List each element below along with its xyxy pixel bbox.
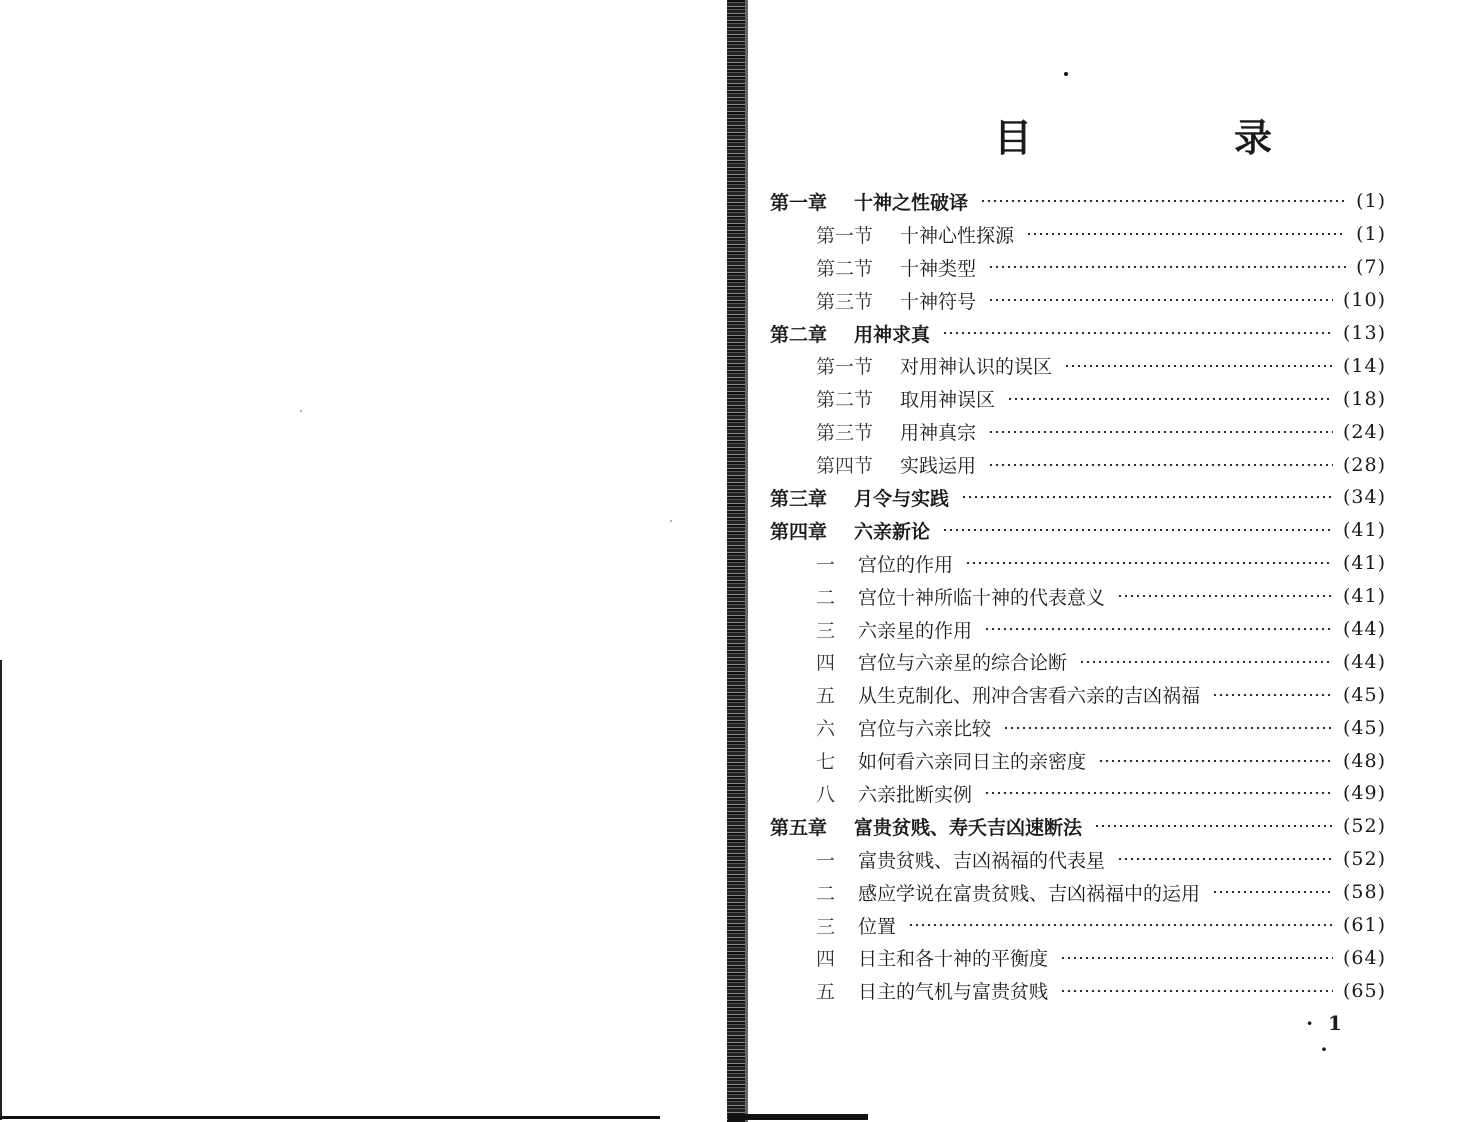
toc-entry-page: (64) — [1342, 946, 1386, 969]
toc-entry-title: 六亲星的作用 — [858, 619, 973, 642]
dot-leader — [942, 332, 1333, 334]
toc-entry-title: 日主的气机与富贵贫贱 — [858, 981, 1049, 1004]
toc-entry-label — [816, 352, 1052, 379]
toc-entry-chapter — [770, 185, 1386, 218]
toc-entry-chapter — [770, 514, 1386, 547]
toc-entry-item — [770, 876, 1386, 909]
page-number: · 1 · — [1306, 1011, 1346, 1061]
toc-entry-title: 取用神误区 — [900, 389, 996, 412]
toc-entry-number: 第三节 — [816, 290, 874, 313]
toc-entry-number: 五 — [816, 685, 836, 708]
toc-entry-number: 一 — [816, 849, 836, 872]
toc-entry-item — [770, 843, 1386, 876]
left-page-bottom-edge — [0, 1116, 660, 1119]
toc-entry-title: 用神求真 — [854, 323, 931, 346]
toc-entry-page: (18) — [1342, 387, 1386, 410]
toc-entry-number: 二 — [816, 586, 836, 609]
dot-leader — [942, 529, 1333, 531]
toc-entry-number: 四 — [816, 652, 836, 675]
toc-entry-label — [816, 254, 976, 281]
toc-entry-item — [770, 678, 1386, 711]
toc-entry-section — [770, 284, 1386, 317]
toc-entry-page: (7) — [1356, 256, 1386, 279]
dot-leader — [988, 431, 1333, 433]
toc-entry-title: 宫位与六亲星的综合论断 — [858, 652, 1068, 675]
toc-entry-title: 富贵贫贱、吉凶祸福的代表星 — [858, 849, 1106, 872]
left-page-edge — [0, 660, 2, 1120]
toc-entry-page: (48) — [1342, 749, 1386, 772]
toc-entry-item — [770, 909, 1386, 942]
toc-entry-title: 从生克制化、刑冲合害看六亲的吉凶祸福 — [858, 685, 1201, 708]
toc-entry-item — [770, 613, 1386, 646]
toc-entry-number: 三 — [816, 619, 836, 642]
toc-entry-page: (41) — [1342, 585, 1386, 608]
toc-entry-section — [770, 218, 1386, 251]
toc-entry-page: (24) — [1342, 420, 1386, 443]
dot-leader — [908, 924, 1333, 926]
book-spine — [727, 0, 745, 1122]
toc-entry-page: (52) — [1342, 815, 1386, 838]
toc-entry-page: (45) — [1342, 683, 1386, 706]
toc-entry-title: 月令与实践 — [854, 487, 950, 510]
toc-entry-number: 第三节 — [816, 422, 874, 445]
left-blank-page — [0, 0, 728, 1122]
toc-entry-page: (44) — [1342, 618, 1386, 641]
page-mark-dot — [1064, 72, 1068, 76]
toc-entry-title: 如何看六亲同日主的亲密度 — [858, 751, 1087, 774]
toc-entry-number: 八 — [816, 783, 836, 806]
toc-entry-section — [770, 415, 1386, 448]
toc-entry-number: 第四章 — [770, 520, 828, 543]
toc-entry-label — [770, 517, 930, 544]
toc-entry-page: (13) — [1342, 322, 1386, 344]
toc-entry-page: (45) — [1342, 716, 1386, 739]
toc-entry-label — [770, 484, 949, 511]
dot-leader — [988, 266, 1346, 268]
toc-entry-label — [816, 418, 976, 445]
dot-leader — [988, 299, 1333, 301]
toc-entry-item — [770, 547, 1386, 580]
toc-entry-label — [770, 320, 930, 347]
dot-leader — [1212, 694, 1333, 696]
toc-entry-label — [816, 287, 976, 314]
toc-entry-number: 四 — [816, 948, 836, 971]
toc-entry-page: (65) — [1342, 979, 1386, 1002]
toc-entry-item — [770, 645, 1386, 678]
toc-entry-number: 第二节 — [816, 257, 874, 280]
toc-entry-title: 六亲新论 — [854, 520, 931, 543]
dot-leader — [1212, 891, 1333, 893]
dot-leader — [1098, 760, 1333, 762]
toc-entry-number: 三 — [816, 915, 836, 938]
toc-entry-number: 第三章 — [770, 487, 828, 510]
toc-entry-section — [770, 448, 1386, 481]
toc-entry-page: (41) — [1342, 552, 1386, 575]
dot-leader — [988, 464, 1333, 466]
toc-entry-title: 十神符号 — [900, 290, 977, 313]
dot-leader — [1007, 398, 1333, 400]
toc-entry-title: 十神类型 — [900, 257, 977, 280]
toc-entry-page: (58) — [1342, 881, 1386, 904]
toc-entry-item — [770, 777, 1386, 810]
toc-entry-label — [816, 780, 972, 807]
toc-entry-chapter — [770, 317, 1386, 350]
toc-entry-title: 十神心性探源 — [900, 224, 1015, 247]
dot-leader — [980, 200, 1346, 202]
toc-entry-page: (34) — [1342, 486, 1386, 509]
dot-leader — [984, 792, 1333, 794]
toc-entry-item — [770, 744, 1386, 777]
toc-entry-item — [770, 941, 1386, 974]
dot-leader — [1094, 825, 1333, 827]
toc-entry-chapter — [770, 810, 1386, 843]
toc-entry-page: (1) — [1356, 223, 1386, 246]
toc-entry-label — [816, 451, 976, 478]
toc-entry-number: 六 — [816, 718, 836, 741]
toc-entry-page: (14) — [1342, 354, 1386, 377]
toc-entry-label — [816, 714, 991, 741]
toc-entry-label — [816, 912, 896, 939]
toc-entry-label — [816, 616, 972, 643]
toc-entry-item — [770, 974, 1386, 1007]
dot-leader — [1117, 595, 1333, 597]
dot-leader — [1060, 957, 1333, 959]
toc-entry-number: 第一章 — [770, 191, 828, 214]
toc-entry-label — [816, 747, 1086, 774]
toc-entry-label — [816, 583, 1105, 610]
table-of-contents — [770, 185, 1386, 1007]
toc-entry-section — [770, 251, 1386, 284]
toc-entry-title: 用神真宗 — [900, 422, 977, 445]
toc-entry-label — [816, 648, 1067, 675]
dot-leader — [984, 628, 1333, 630]
toc-entry-number: 第二章 — [770, 323, 828, 346]
dot-leader — [1026, 233, 1346, 235]
toc-entry-page: (41) — [1342, 519, 1386, 542]
dot-leader — [1079, 661, 1333, 663]
toc-entry-label — [816, 385, 995, 412]
toc-entry-label — [816, 944, 1048, 971]
toc-entry-item — [770, 580, 1386, 613]
paper-speck — [670, 520, 672, 522]
toc-entry-title: 宫位与六亲比较 — [858, 718, 992, 741]
dot-leader — [1064, 365, 1333, 367]
toc-entry-page: (61) — [1342, 914, 1386, 937]
toc-entry-page: (1) — [1356, 190, 1386, 213]
page-title: 目 录 — [994, 116, 1355, 160]
toc-entry-section — [770, 349, 1386, 382]
toc-entry-label — [816, 977, 1048, 1004]
toc-entry-number: 二 — [816, 882, 836, 905]
dot-leader — [961, 496, 1333, 498]
toc-entry-number: 一 — [816, 553, 836, 576]
dot-leader — [965, 562, 1333, 564]
toc-entry-title: 实践运用 — [900, 455, 977, 478]
toc-entry-title: 宫位的作用 — [858, 553, 954, 576]
paper-speck — [300, 410, 302, 412]
toc-entry-page: (49) — [1342, 782, 1386, 805]
toc-entry-chapter — [770, 481, 1386, 514]
toc-entry-label — [816, 221, 1014, 248]
dot-leader — [1003, 727, 1333, 729]
toc-entry-number: 七 — [816, 751, 836, 774]
toc-entry-page: (44) — [1342, 650, 1386, 673]
toc-entry-number: 第一节 — [816, 356, 874, 379]
toc-entry-section — [770, 382, 1386, 415]
toc-entry-label — [816, 550, 953, 577]
toc-entry-label — [770, 188, 968, 215]
toc-entry-title: 宫位十神所临十神的代表意义 — [858, 586, 1106, 609]
toc-entry-label — [816, 879, 1200, 906]
toc-entry-number: 第二节 — [816, 389, 874, 412]
toc-entry-title: 位置 — [858, 915, 897, 938]
toc-entry-page: (28) — [1342, 453, 1386, 476]
toc-entry-page: (10) — [1342, 289, 1386, 312]
toc-entry-title: 十神之性破译 — [854, 191, 969, 214]
toc-entry-title: 富贵贫贱、寿夭吉凶速断法 — [854, 816, 1083, 839]
toc-entry-number: 五 — [816, 981, 836, 1004]
toc-entry-label — [816, 681, 1200, 708]
dot-leader — [1060, 990, 1333, 992]
toc-entry-label — [816, 846, 1105, 873]
toc-entry-number: 第五章 — [770, 816, 828, 839]
toc-entry-label — [770, 813, 1082, 840]
toc-entry-title: 感应学说在富贵贫贱、吉凶祸福中的运用 — [858, 882, 1201, 905]
toc-entry-title: 六亲批断实例 — [858, 783, 973, 806]
dot-leader — [1117, 858, 1333, 860]
toc-entry-item — [770, 711, 1386, 744]
toc-entry-number: 第四节 — [816, 455, 874, 478]
toc-entry-title: 对用神认识的误区 — [900, 356, 1053, 379]
toc-entry-number: 第一节 — [816, 224, 874, 247]
toc-entry-page: (52) — [1342, 848, 1386, 871]
toc-entry-title: 日主和各十神的平衡度 — [858, 948, 1049, 971]
